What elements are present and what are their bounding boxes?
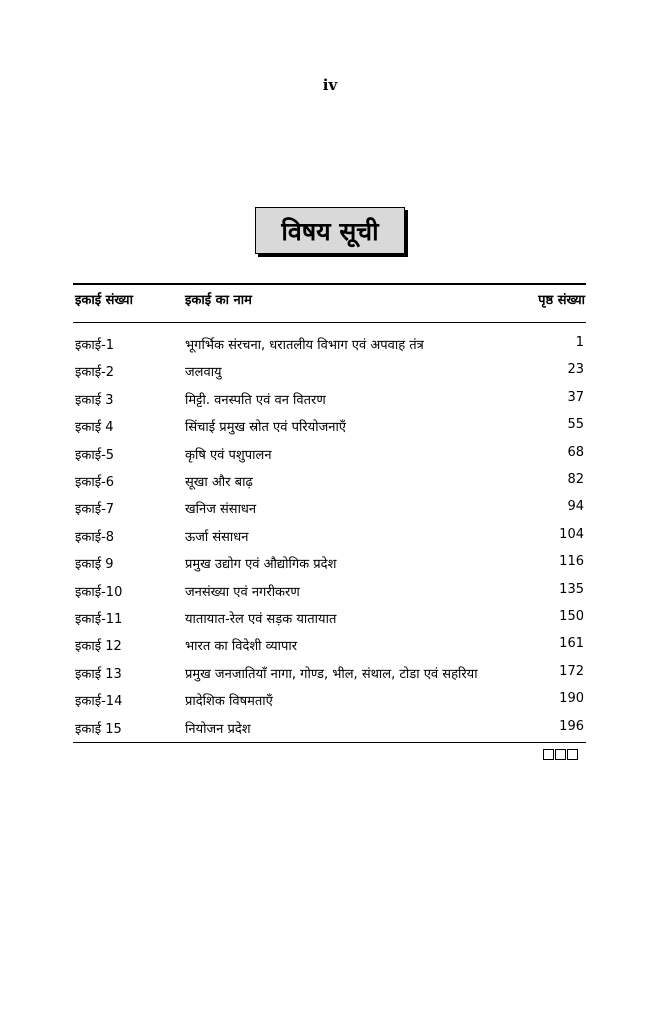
unit-name: यातायात-रेल एवं सड़क यातायात	[185, 612, 337, 627]
page-number-cell: 55	[567, 417, 584, 433]
unit-number: इकाई-5	[75, 447, 115, 463]
unit-name: खनिज संसाधन	[185, 502, 257, 518]
unit-name: सूखा और बाढ़	[185, 475, 253, 490]
toc-row	[73, 582, 586, 609]
unit-name: भूगर्भिक संरचना, धरातलीय विभाग एवं अपवाह तंत्र	[185, 338, 424, 353]
toc-row	[73, 417, 586, 444]
toc-row	[73, 527, 586, 554]
page-number-cell: 82	[567, 472, 584, 487]
top-rule	[73, 283, 586, 285]
toc-row	[73, 691, 586, 718]
page-number-cell: 161	[559, 636, 584, 652]
header-unit-name: इकाई का नाम	[185, 293, 252, 308]
toc-row	[73, 335, 586, 362]
unit-number: इकाई 13	[75, 666, 122, 682]
unit-name: नियोजन प्रदेश	[185, 721, 251, 737]
page-number-cell: 94	[567, 499, 584, 515]
unit-number: इकाई-14	[75, 694, 123, 710]
page-number-cell: 172	[559, 663, 584, 679]
toc-row	[73, 390, 586, 417]
unit-number: इकाई 12	[75, 639, 122, 655]
unit-name: प्रमुख उद्योग एवं औद्योगिक प्रदेश	[185, 557, 337, 573]
unit-number: इकाई 3	[75, 392, 114, 408]
toc-row	[73, 445, 586, 472]
unit-name: भारत का विदेशी व्यापार	[185, 639, 298, 655]
bottom-rule	[73, 742, 586, 743]
toc-row	[73, 636, 586, 663]
unit-number: इकाई-8	[75, 529, 115, 545]
page-number-cell: 190	[559, 691, 584, 707]
unit-number: इकाई-1	[75, 338, 115, 353]
unit-name: सिंचाई प्रमुख स्रोत एवं परियोजनाएँ	[185, 420, 346, 436]
toc-row	[73, 472, 586, 499]
unit-name: कृषि एवं पशुपालन	[185, 447, 272, 463]
page-number-cell: 116	[559, 554, 584, 570]
unit-name: ऊर्जा संसाधन	[185, 529, 249, 545]
end-marker	[543, 749, 578, 760]
unit-number: इकाई-10	[75, 584, 123, 600]
unit-name: जनसंख्या एवं नगरीकरण	[185, 584, 300, 600]
toc-row	[73, 554, 586, 581]
page-number-cell: 68	[567, 444, 584, 460]
page-number-cell: 135	[559, 581, 584, 597]
page-number-cell: 1	[575, 335, 584, 350]
unit-number: इकाई-11	[75, 612, 123, 627]
unit-name: जलवायु	[185, 365, 222, 381]
page-number-cell: 150	[559, 609, 584, 624]
page-number-cell: 23	[567, 362, 584, 378]
unit-number: इकाई-2	[75, 365, 115, 381]
unit-number: इकाई-6	[75, 475, 115, 490]
unit-number: इकाई-7	[75, 502, 115, 518]
toc-row	[73, 362, 586, 389]
header-page-no: पृष्ठ संख्या	[538, 293, 585, 308]
page-number-cell: 104	[559, 526, 584, 542]
page-number-cell: 196	[559, 718, 584, 734]
page-number: iv	[322, 76, 338, 94]
unit-name: प्रमुख जनजातियाँ नागा, गोण्ड, भील, संथाल, टोडा एवं सहरिया	[185, 666, 478, 682]
header-unit-no: इकाई संख्या	[75, 293, 133, 308]
toc-row	[73, 609, 586, 636]
unit-number: इकाई 15	[75, 721, 122, 737]
unit-number: इकाई 4	[75, 420, 114, 436]
page-title: विषय सूची	[255, 207, 405, 254]
unit-name: प्रादेशिक विषमताएँ	[185, 694, 273, 710]
toc-row	[73, 664, 586, 691]
toc-row	[73, 499, 586, 526]
unit-number: इकाई 9	[75, 557, 114, 573]
header-rule	[73, 322, 586, 323]
page-number-cell: 37	[567, 389, 584, 405]
unit-name: मिट्टी. वनस्पति एवं वन वितरण	[185, 392, 326, 408]
